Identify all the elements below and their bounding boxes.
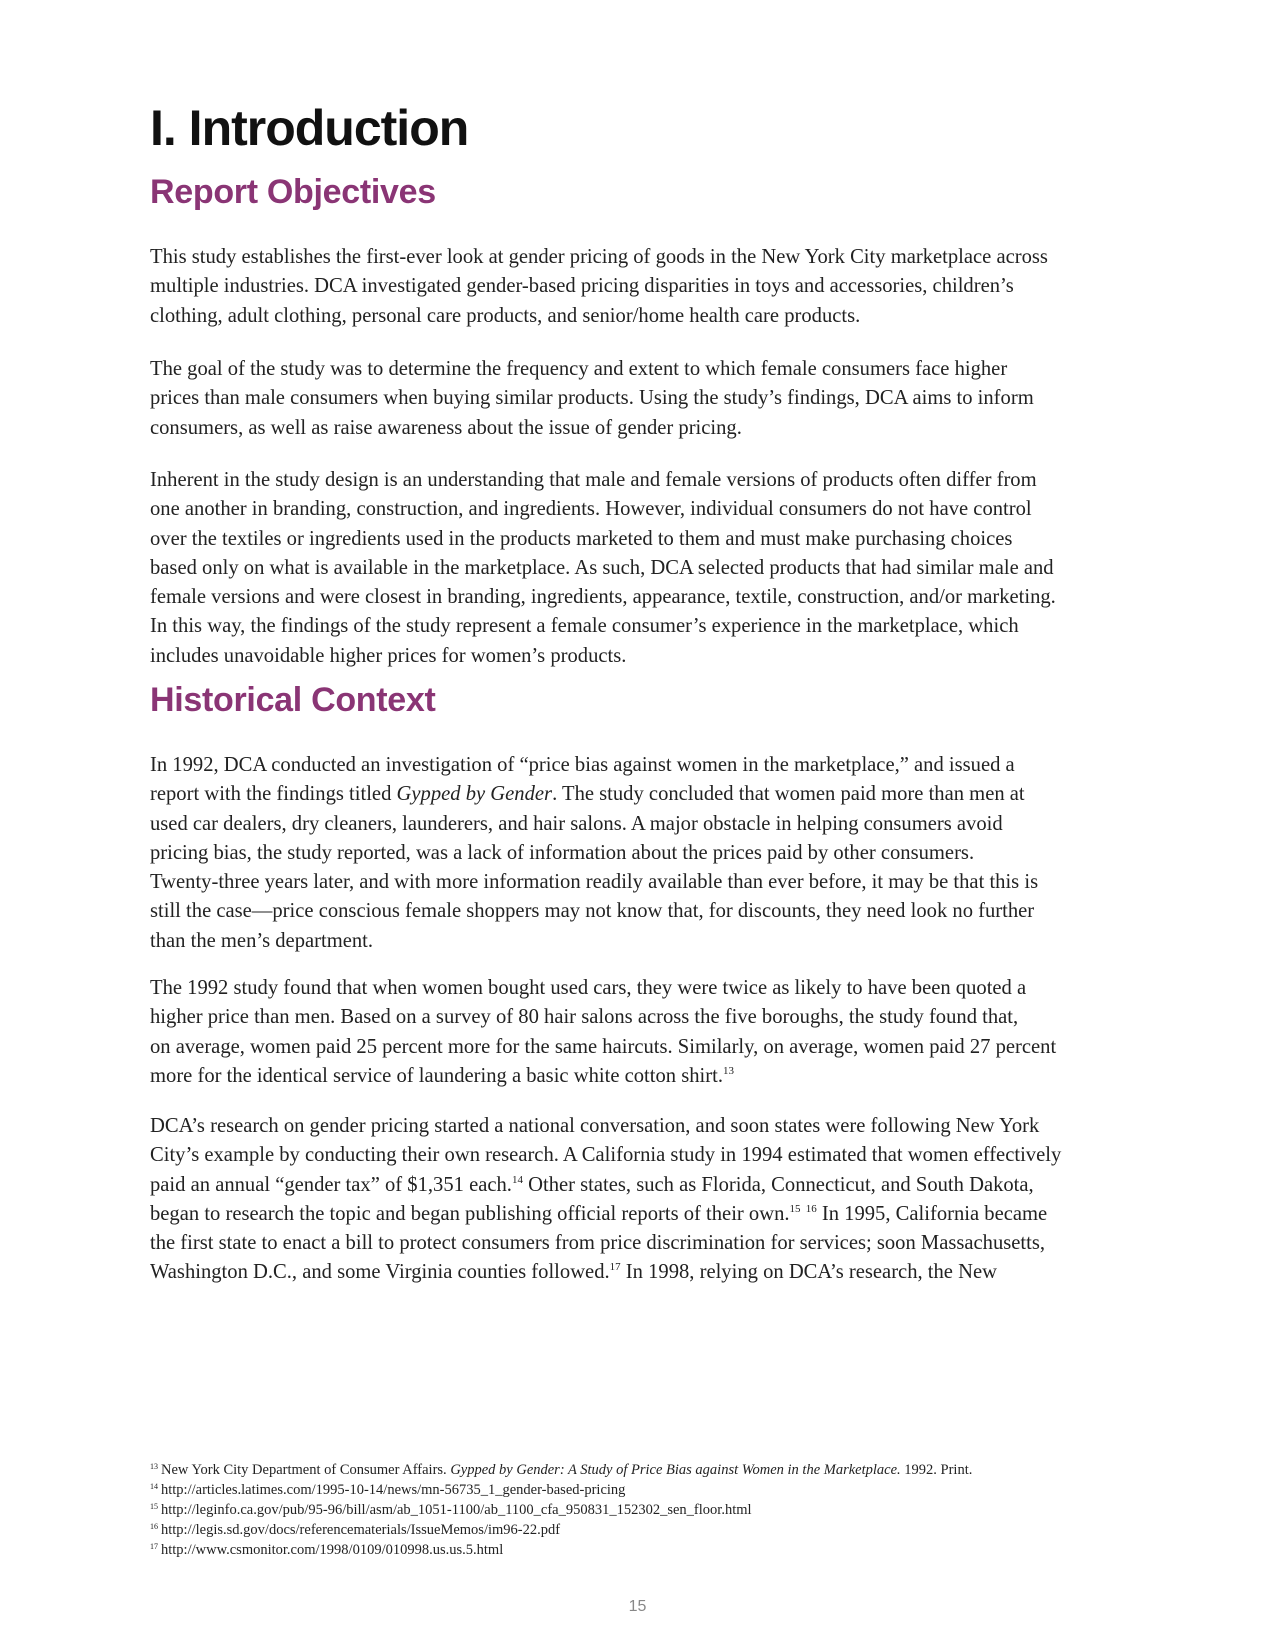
paragraph-objectives-3: [150, 466, 1130, 671]
paragraph-history-3: [150, 1112, 1130, 1288]
text-line: prices than male consumers when buying similar products. Using the study’s findings, DCA aims to inform: [150, 387, 1034, 410]
footnote-number: 15: [150, 1502, 158, 1511]
text-line: The 1992 study found that when women bought used cars, they were twice as likely to have been quoted a: [150, 977, 1027, 999]
footnote-ref-15[interactable]: 15: [789, 1202, 801, 1215]
text-line: DCA’s research on gender pricing started a national conversation, and soon states were following New York: [150, 1115, 1040, 1137]
text-line: Twenty-three years later, and with more information readily available than ever before, it may be that this is: [150, 871, 1039, 894]
text-line: still the case—price conscious female shoppers may not know that, for discounts, they need look no further: [150, 900, 1035, 923]
paragraph-objectives-2: [150, 355, 1130, 443]
section-heading-report-objectives: Report Objectives: [150, 173, 436, 211]
text-line: consumers, as well as raise awareness about the issue of gender pricing.: [150, 416, 742, 439]
text-line: on average, women paid 25 percent more for the same haircuts. Similarly, on average, women paid 27 percent: [150, 1035, 1057, 1058]
footnote-ref-17[interactable]: 17: [609, 1261, 621, 1274]
footnote-17: [150, 1540, 1150, 1560]
footnote-ref-16[interactable]: 16: [805, 1202, 817, 1215]
text-segment: began to research the topic and began publishing official reports of their own.: [150, 1202, 790, 1225]
text-line: than the men’s department.: [150, 929, 374, 952]
page-number: 15: [628, 1598, 647, 1615]
text-line: [150, 1171, 1130, 1200]
text-line: includes unavoidable higher prices for women’s products.: [150, 644, 627, 667]
text-line: one another in branding, construction, and ingredients. However, individual consumers do not have control: [150, 498, 1032, 521]
text-line: The goal of the study was to determine the frequency and extent to which female consumers face higher: [150, 358, 1008, 380]
text-line: the first state to enact a bill to protect consumers from price discrimination for services; soon Massachusetts,: [150, 1232, 1046, 1255]
text-line: [150, 1200, 1130, 1229]
footnote-number: 17: [150, 1542, 158, 1551]
text-line: higher price than men. Based on a survey of 80 hair salons across the five boroughs, the study found that,: [150, 1006, 1019, 1029]
text-line: clothing, adult clothing, personal care products, and senior/home health care products.: [150, 304, 861, 327]
text-segment: In 1998, relying on DCA’s research, the New: [620, 1261, 997, 1284]
text-line: based only on what is available in the marketplace. As such, DCA selected products that had similar male and: [150, 556, 1054, 579]
footnote-number: 13: [150, 1462, 158, 1471]
footnote-text: 1992. Print.: [900, 1462, 973, 1478]
text-line: over the textiles or ingredients used in the products marketed to them and must make purchasing choices: [150, 527, 1013, 550]
footnote-15: [150, 1500, 1150, 1520]
text-line: used car dealers, dry cleaners, launderers, and hair salons. A major obstacle in helping consumers avoid: [150, 812, 1003, 835]
footnote-title-italic: Gypped by Gender: A Study of Price Bias against Women in the Marketplace.: [450, 1462, 901, 1478]
footnote-14: [150, 1480, 1150, 1500]
paragraph-history-2: [150, 974, 1130, 1091]
page-title: I. Introduction: [150, 100, 469, 156]
text-line: In this way, the findings of the study represent a female consumer’s experience in the marketplace, which: [150, 615, 1019, 638]
text-line: [150, 1062, 1130, 1091]
text-line: Inherent in the study design is an understanding that male and female versions of products often differ from: [150, 469, 1037, 491]
footnote-number: 14: [150, 1482, 158, 1491]
footnote-link[interactable]: http://www.csmonitor.com/1998/0109/010998.us.us.5.html: [161, 1542, 504, 1558]
text-line: pricing bias, the study reported, was a lack of information about the prices paid by other consumers.: [150, 841, 975, 864]
text-segment: Other states, such as Florida, Connecticut, and South Dakota,: [522, 1173, 1034, 1196]
footnote-text: New York City Department of Consumer Affairs.: [161, 1462, 451, 1478]
text-line: This study establishes the first-ever look at gender pricing of goods in the New York City marketplace across: [150, 246, 1048, 268]
footnotes: [150, 1460, 1150, 1560]
text-line: [150, 780, 1130, 809]
text-segment: . The study concluded that women paid more than men at: [552, 783, 1025, 806]
footnote-number: 16: [150, 1522, 158, 1531]
text-line: [150, 1258, 1130, 1287]
section-heading-historical-context: Historical Context: [150, 681, 436, 719]
footnote-13: [150, 1460, 1150, 1480]
text-line: In 1992, DCA conducted an investigation of “price bias against women in the marketplace,” and issued a: [150, 754, 1015, 776]
text-line: female versions and were closest in branding, ingredients, appearance, textile, construction, and/or marketing.: [150, 586, 1056, 609]
paragraph-history-1: [150, 751, 1130, 956]
paragraph-objectives-1: [150, 243, 1130, 331]
footnote-ref-13[interactable]: 13: [723, 1064, 734, 1077]
text-segment: more for the identical service of laundering a basic white cotton shirt.: [150, 1064, 723, 1087]
footnote-link[interactable]: http://articles.latimes.com/1995-10-14/news/mn-56735_1_gender-based-pricing: [161, 1482, 626, 1498]
text-segment: In 1995, California became: [816, 1202, 1048, 1225]
text-segment: report with the findings titled: [150, 783, 397, 806]
footnote-link[interactable]: http://legis.sd.gov/docs/referencematerials/IssueMemos/im96-22.pdf: [161, 1522, 561, 1538]
text-line: City’s example by conducting their own research. A California study in 1994 estimated that women effectively: [150, 1144, 1062, 1167]
text-line: multiple industries. DCA investigated gender-based pricing disparities in toys and accessories, children’s: [150, 275, 1014, 298]
text-segment: paid an annual “gender tax” of $1,351 each.: [150, 1173, 512, 1196]
text-segment: Washington D.C., and some Virginia counties followed.: [150, 1261, 610, 1284]
footnote-16: [150, 1520, 1150, 1540]
report-title-italic: Gypped by Gender: [396, 783, 553, 806]
footnote-link[interactable]: http://leginfo.ca.gov/pub/95-96/bill/asm/ab_1051-1100/ab_1100_cfa_950831_152302_sen_floor.html: [161, 1502, 752, 1518]
footnote-ref-14[interactable]: 14: [511, 1173, 523, 1186]
